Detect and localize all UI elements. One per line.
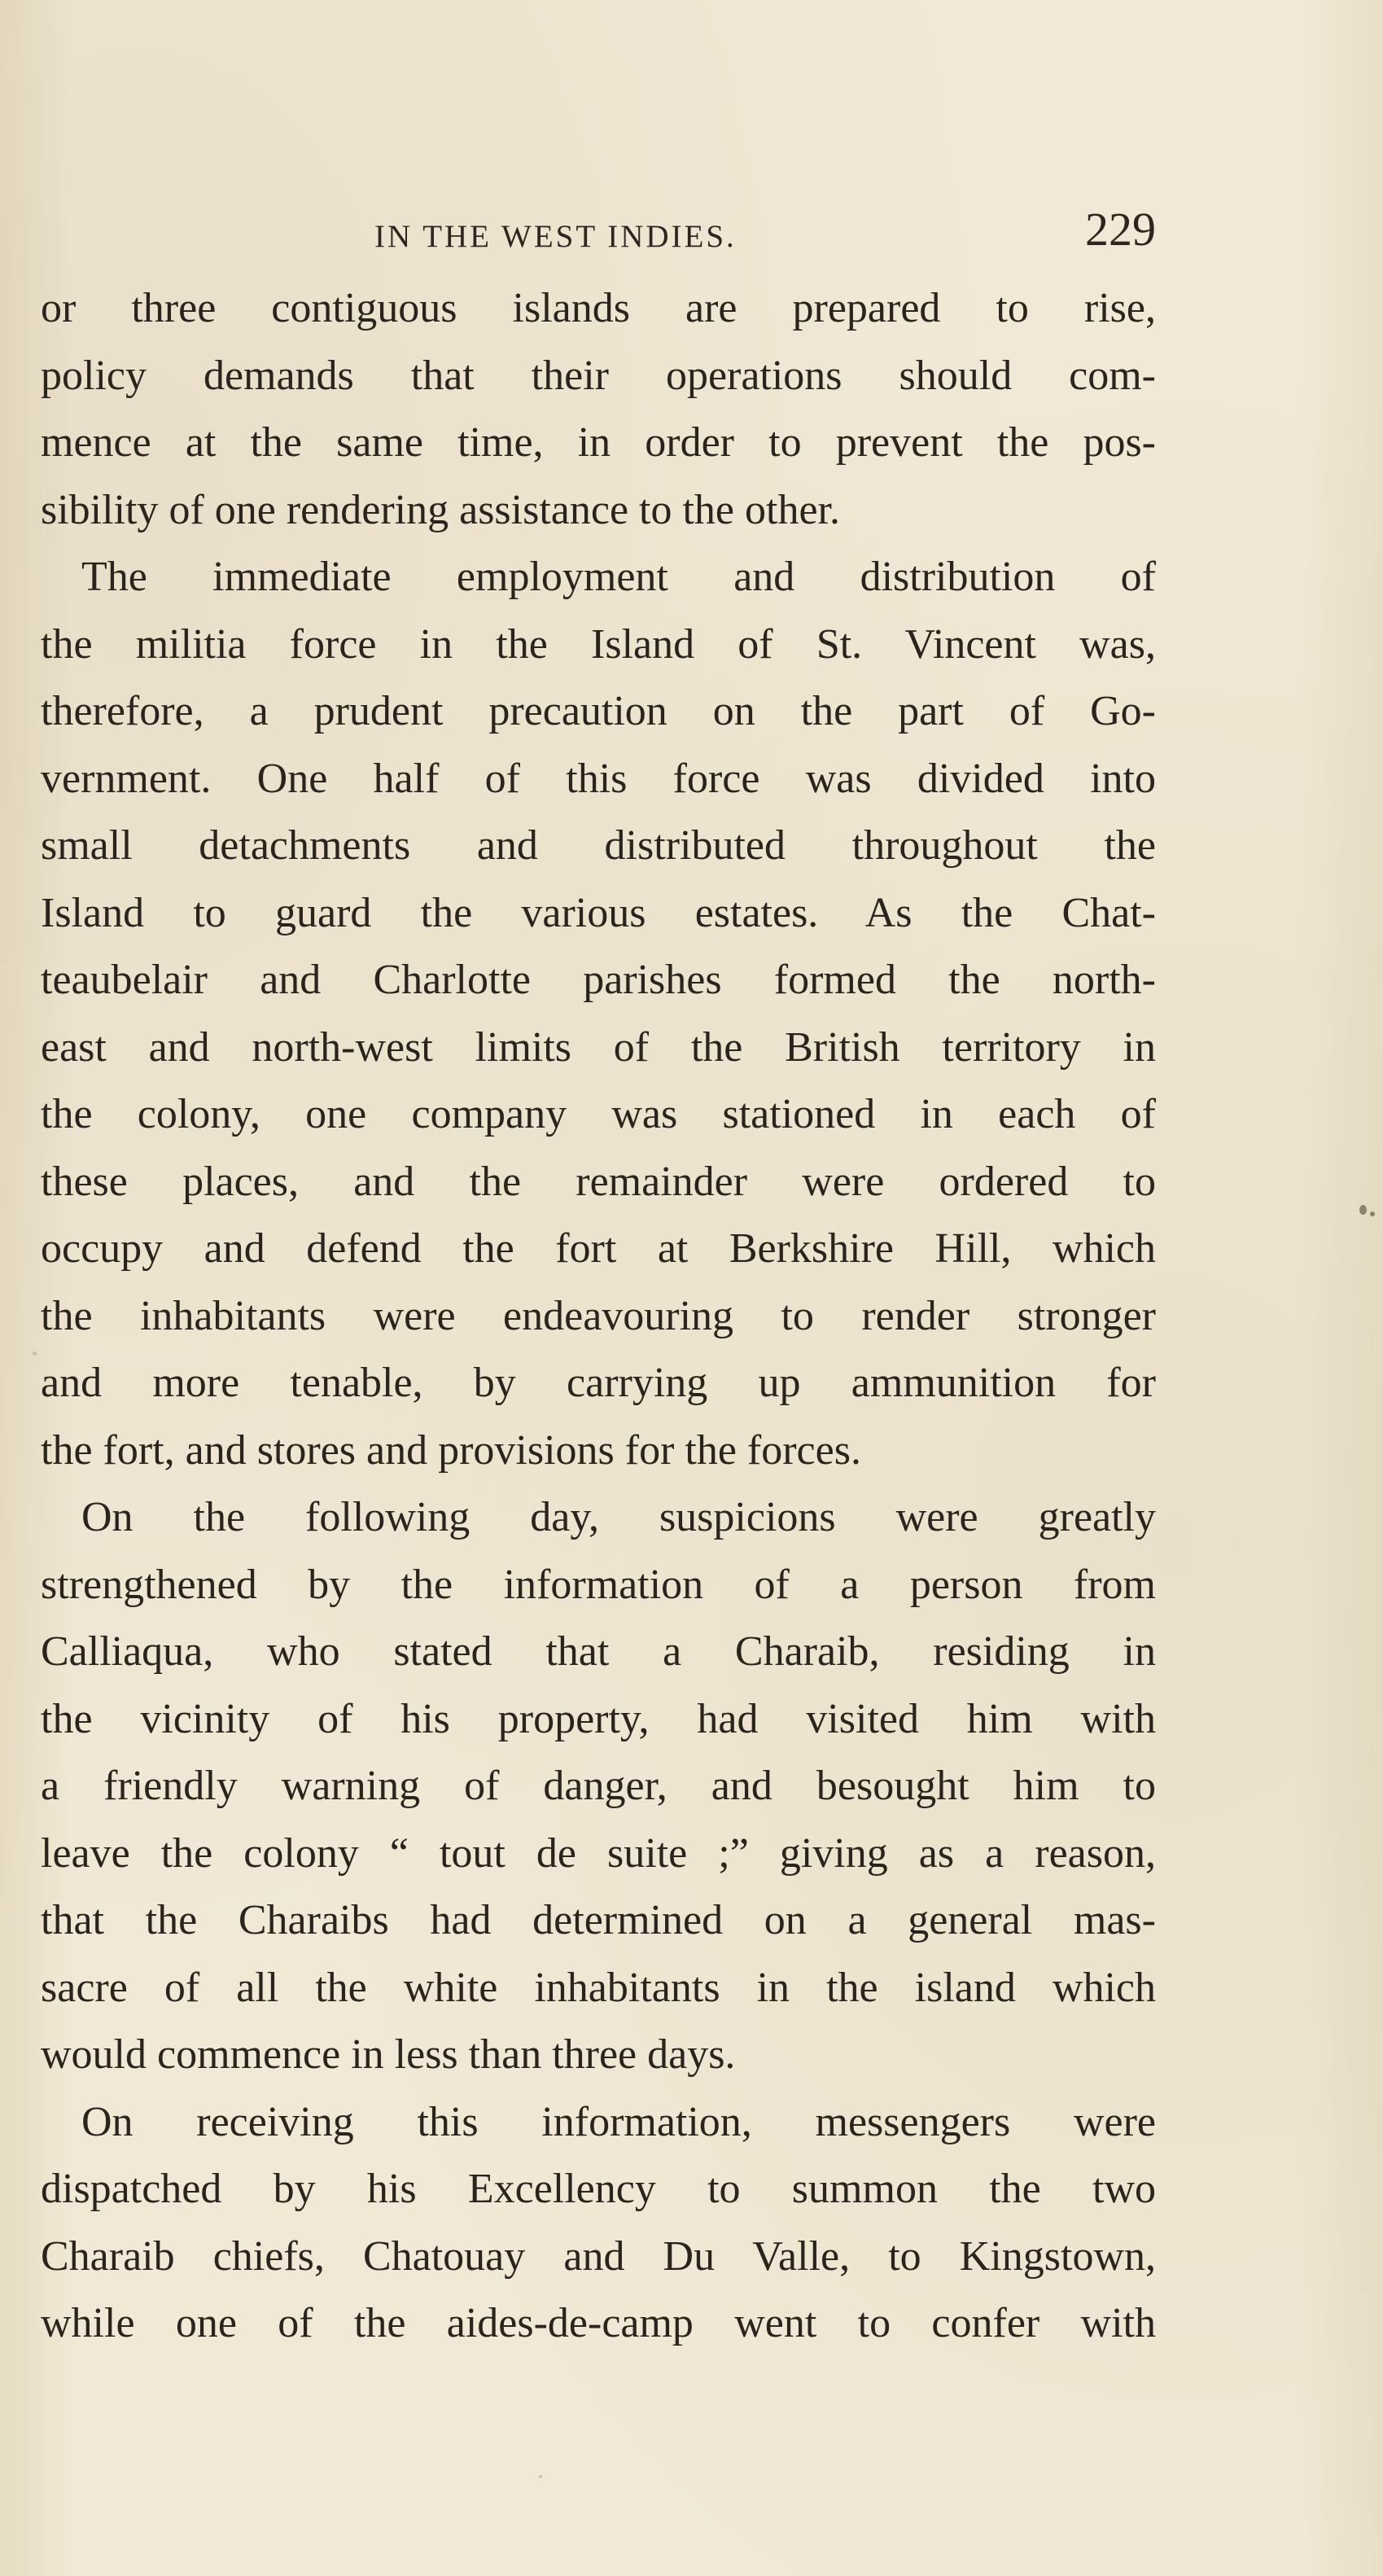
- text-line: that the Charaibs had determined on a general mas-: [41, 1897, 1156, 1943]
- text-line: the vicinity of his property, had visited him with: [41, 1695, 1156, 1742]
- text-line: dispatched by his Excellency to summon the two: [41, 2166, 1156, 2212]
- text-line: policy demands that their operations should com-: [41, 352, 1156, 399]
- text-line: small detachments and distributed throughout the: [41, 822, 1156, 869]
- text-line: the inhabitants were endeavouring to render stronger: [41, 1292, 1156, 1339]
- page-number: 229: [1085, 203, 1156, 256]
- text-line: On the following day, suspicions were greatly: [81, 1494, 1156, 1540]
- text-line: or three contiguous islands are prepared to rise,: [41, 285, 1156, 331]
- page-header: [41, 195, 1156, 261]
- text-line: would commence in less than three days.: [41, 2031, 736, 2078]
- text-line: mence at the same time, in order to prevent the pos-: [41, 419, 1156, 466]
- text-line: sibility of one rendering assistance to the other.: [41, 486, 840, 533]
- text-line: Charaib chiefs, Chatouay and Du Valle, to Kingstown,: [41, 2232, 1156, 2280]
- text-line: while one of the aides-de-camp went to confer with: [41, 2300, 1156, 2346]
- paper-speck: [1359, 1205, 1367, 1215]
- text-line: the militia force in the Island of St. Vincent was,: [41, 620, 1156, 668]
- text-line: a friendly warning of danger, and besought him to: [41, 1763, 1156, 1809]
- text-line: strengthened by the information of a person from: [41, 1561, 1156, 1608]
- text-line: the colony, one company was stationed in each of: [41, 1091, 1156, 1137]
- paper-speck: [539, 2475, 542, 2478]
- paper-speck: [1370, 1211, 1375, 1216]
- text-line: therefore, a prudent precaution on the part of Go-: [41, 688, 1156, 734]
- text-line: occupy and defend the fort at Berkshire Hill, which: [41, 1225, 1156, 1272]
- paper-speck: [33, 1352, 37, 1356]
- body-text: [41, 275, 1156, 2358]
- text-line: vernment. One half of this force was divided into: [41, 755, 1156, 802]
- text-line: leave the colony “ tout de suite ;” giving as a reason,: [41, 1829, 1156, 1877]
- text-line: and more tenable, by carrying up ammunition for: [41, 1360, 1156, 1406]
- text-line: the fort, and stores and provisions for the forces.: [41, 1426, 861, 1474]
- text-line: east and north-west limits of the British territory in: [41, 1023, 1156, 1071]
- text-line: Island to guard the various estates. As the Chat-: [41, 889, 1156, 936]
- text-line: Calliaqua, who stated that a Charaib, residing in: [41, 1628, 1156, 1675]
- text-line: these places, and the remainder were ordered to: [41, 1158, 1156, 1205]
- text-line: The immediate employment and distribution of: [81, 554, 1156, 600]
- text-line: teaubelair and Charlotte parishes formed the north-: [41, 957, 1156, 1003]
- text-line: sacre of all the white inhabitants in the island which: [41, 1964, 1156, 2011]
- text-line: On receiving this information, messengers were: [81, 2098, 1156, 2145]
- running-head: IN THE WEST INDIES.: [374, 219, 737, 254]
